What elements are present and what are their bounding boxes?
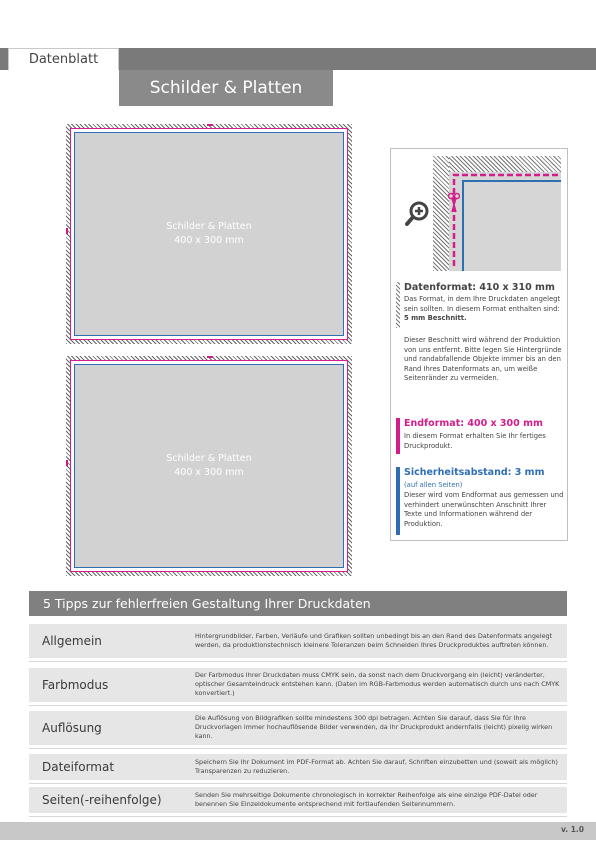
sicherheit-marker bbox=[396, 467, 400, 535]
tip-row bbox=[29, 624, 567, 658]
magnifier-plus-icon bbox=[405, 200, 431, 226]
tip-label: Farbmodus bbox=[42, 678, 109, 692]
template-size: 400 x 300 mm bbox=[174, 235, 244, 246]
tip-row bbox=[29, 754, 567, 780]
tip-label: Allgemein bbox=[42, 634, 102, 648]
datenformat-text: Das Format, in dem Ihre Druckdaten angelegt sein sollten. In diesem Format enthalten sind: 5 mm Beschnitt. bbox=[404, 295, 561, 322]
datenformat-marker bbox=[396, 282, 400, 328]
tip-text: Senden Sie mehrseitige Dokumente chronologisch in korrekter Reihenfolge als eine einzige PDF-Datei oder benennen Sie Einzeldokumente entsprechend mit fortlaufenden Seitennummern. bbox=[195, 790, 538, 808]
datasheet-tab: Datenblatt bbox=[8, 48, 119, 70]
tip-text: Hintergrundbilder, Farben, Verläufe und Grafiken sollten unbedingt bis an den Rand des Datenformats angelegt werden, da produktionstechnisch kleinere Toleranzen beim Schneiden Ihres Druckproduktes auftreten können. bbox=[195, 631, 553, 649]
sicherheit-subheading: (auf allen Seiten) bbox=[404, 481, 463, 489]
version-label: v. 1.0 bbox=[560, 825, 584, 834]
page-title: Schilder & Platten bbox=[119, 70, 333, 106]
tip-text: Die Auflösung von Bildgrafiken sollte mindestens 300 dpi betragen. Achten Sie darauf, dass Sie für Ihre Druckvorlagen immer hochauflösende Bilder verwenden, da Ihr Druckprodukt andernfalls (leicht) pixelig wirken kann. bbox=[195, 714, 553, 741]
beschnitt-text: Dieser Beschnitt wird während der Produktion von uns entfernt. Bitte legen Sie Hintergründe und randabfallende Objekte immer bis an den Rand Ihres Datenformats an, um weiße Seitenränder zu vermeiden. bbox=[404, 336, 562, 382]
scissors-icon bbox=[448, 192, 460, 214]
tip-row bbox=[29, 787, 567, 813]
datenformat-heading: Datenformat: 410 x 310 mm bbox=[404, 282, 555, 293]
tip-text: Speichern Sie Ihr Dokument im PDF-Format ab. Achten Sie darauf, Schriften einzubetten und (soweit als möglich) Transparenzen zu reduzieren. bbox=[195, 757, 558, 775]
sicherheit-heading: Sicherheitsabstand: 3 mm bbox=[404, 467, 545, 478]
template-preview-1 bbox=[66, 124, 352, 344]
tip-label: Dateiformat bbox=[42, 760, 115, 774]
template-label: Schilder & Platten bbox=[166, 453, 252, 464]
endformat-heading: Endformat: 400 x 300 mm bbox=[404, 418, 543, 429]
tips-title: 5 Tipps zur fehlerfreien Gestaltung Ihrer Druckdaten bbox=[29, 591, 567, 616]
tip-label: Auflösung bbox=[42, 721, 102, 735]
endformat-text: In diesem Format erhalten Sie Ihr fertiges Druckprodukt. bbox=[404, 432, 546, 450]
template-size: 400 x 300 mm bbox=[174, 467, 244, 478]
corner-detail bbox=[393, 152, 565, 271]
template-label: Schilder & Platten bbox=[166, 221, 252, 232]
tip-row bbox=[29, 668, 567, 702]
template-preview-2 bbox=[66, 356, 352, 576]
tip-row bbox=[29, 711, 567, 745]
sicherheit-text: Dieser wird vom Endformat aus gemessen und verhindert unerwünschten Anschnitt Ihrer Texte und Informationen während der Produktion. bbox=[404, 491, 564, 528]
footer-bar bbox=[0, 822, 596, 840]
tip-text: Der Farbmodus Ihrer Druckdaten muss CMYK sein, da sonst nach dem Druckvorgang ein (leicht) veränderter, optischer Gesamteindruck entstehen kann. (Daten im RGB-Farbmodus werden automatisch durch uns nach CMYK konvertiert.) bbox=[195, 671, 560, 698]
tip-label: Seiten(-reihenfolge) bbox=[42, 793, 162, 807]
endformat-marker bbox=[396, 418, 400, 454]
